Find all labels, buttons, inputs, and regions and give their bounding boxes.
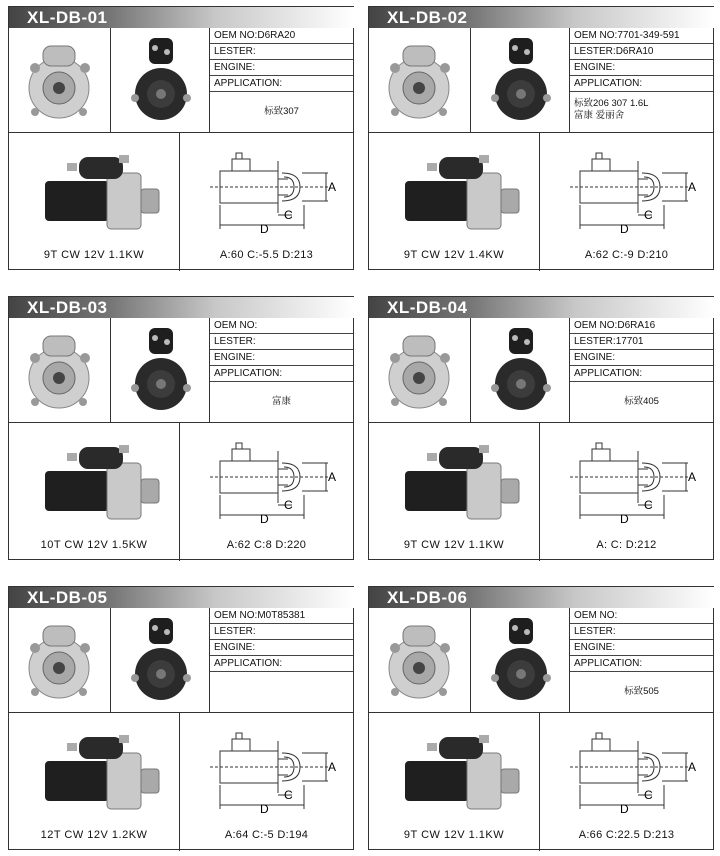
detail-row [369,423,713,561]
application-note-line: 富康 爱丽舍 [574,110,625,121]
application-note [210,382,353,414]
starter-front-icon [9,28,110,132]
dimension-a-label: A [328,760,337,774]
product-card [368,586,714,850]
engine-field: ENGINE: [570,350,713,366]
dimension-diagram [180,713,353,851]
oem-field: OEM NO:M0T85381 [210,608,353,624]
electrical-spec: 9T CW 12V 1.4KW [403,249,505,261]
lester-field: LESTER:D6RA10 [570,44,713,60]
product-photo-row [369,28,713,133]
electrical-spec: 12T CW 12V 1.2KW [40,829,148,841]
model-header [9,297,354,318]
application-note-line: 富康 [271,396,291,407]
front-view-photo [369,608,471,712]
side-view-photo [9,713,180,851]
dimension-a-label: A [688,470,697,484]
rear-view-photo [471,28,570,132]
application-note [210,92,353,124]
dimension-c-label: C [284,208,293,222]
starter-side-icon [9,423,179,533]
dimension-diagram [180,423,353,561]
side-view-photo [9,133,180,271]
dimension-c-label: C [284,788,293,802]
model-header [369,587,714,608]
starter-rear-icon [471,318,569,422]
product-card [368,296,714,560]
starter-side-icon [9,713,179,823]
product-card [8,6,354,270]
product-photo-row [9,608,353,713]
dimension-a-label: A [688,180,697,194]
oem-field: OEM NO: [210,318,353,334]
model-header [9,587,354,608]
oem-field: OEM NO:7701-349-591 [570,28,713,44]
starter-front-icon [369,28,470,132]
dimension-c-label: C [284,498,293,512]
application-field: APPLICATION: [570,656,713,672]
spec-fields [210,28,353,132]
application-note [570,382,713,414]
dimension-diagram [540,713,713,851]
starter-rear-icon [111,318,209,422]
starter-rear-icon [111,28,209,132]
dimension-values: A:62 C:-9 D:210 [584,249,669,261]
starter-side-icon [9,133,179,243]
dimension-c-label: C [644,788,653,802]
engine-field: ENGINE: [210,640,353,656]
model-code: XL-DB-02 [387,8,468,27]
product-card [8,586,354,850]
engine-field: ENGINE: [210,350,353,366]
rear-view-photo [471,608,570,712]
dimension-d-label: D [260,802,269,816]
dimension-drawing [180,713,353,823]
dimension-values: A:60 C:-5.5 D:213 [219,249,314,261]
front-view-photo [9,608,111,712]
dimension-d-label: D [260,512,269,526]
model-code: XL-DB-03 [27,298,108,317]
product-card [368,6,714,270]
starter-side-icon [369,713,539,823]
application-field: APPLICATION: [210,366,353,382]
electrical-spec: 10T CW 12V 1.5KW [40,539,148,551]
application-note-line: 标致307 [264,106,299,117]
side-view-photo [369,713,540,851]
spec-fields [570,318,713,422]
product-photo-row [369,608,713,713]
dimension-c-label: C [644,498,653,512]
dimension-a-label: A [688,760,697,774]
rear-view-photo [111,28,210,132]
oem-field: OEM NO:D6RA16 [570,318,713,334]
front-view-photo [9,28,111,132]
side-view-photo [369,133,540,271]
lester-field: LESTER: [210,334,353,350]
dimension-diagram [540,423,713,561]
dimension-values: A:64 C:-5 D:194 [224,829,309,841]
side-view-photo [9,423,180,561]
dimension-drawing [540,713,713,823]
dimension-d-label: D [620,222,629,236]
model-header [369,7,714,28]
spec-fields [210,318,353,422]
starter-front-icon [369,608,470,712]
lester-field: LESTER: [210,44,353,60]
starter-rear-icon [111,608,209,712]
dimension-values: A: C: D:212 [596,539,657,551]
starter-rear-icon [471,28,569,132]
application-field: APPLICATION: [570,366,713,382]
starter-front-icon [369,318,470,422]
dimension-diagram [180,133,353,271]
application-note-line: 标致405 [624,396,659,407]
dimension-drawing [180,423,353,533]
application-note [570,92,713,128]
application-note [210,672,353,684]
starter-front-icon [9,608,110,712]
application-note [570,672,713,704]
lester-field: LESTER: [210,624,353,640]
model-code: XL-DB-05 [27,588,108,607]
dimension-d-label: D [260,222,269,236]
dimension-values: A:66 C:22.5 D:213 [578,829,675,841]
dimension-d-label: D [620,802,629,816]
spec-fields [210,608,353,712]
application-note-line: 标致505 [624,686,659,697]
dimension-values: A:62 C:8 D:220 [226,539,307,551]
engine-field: ENGINE: [570,640,713,656]
electrical-spec: 9T CW 12V 1.1KW [403,829,505,841]
detail-row [369,133,713,271]
detail-row [369,713,713,851]
product-photo-row [369,318,713,423]
product-photo-row [9,318,353,423]
front-view-photo [9,318,111,422]
dimension-c-label: C [644,208,653,222]
dimension-a-label: A [328,180,337,194]
detail-row [9,713,353,851]
product-photo-row [9,28,353,133]
engine-field: ENGINE: [210,60,353,76]
spec-fields [570,28,713,132]
lester-field: LESTER: [570,624,713,640]
dimension-drawing [180,133,353,243]
model-code: XL-DB-06 [387,588,468,607]
spec-fields [570,608,713,712]
application-field: APPLICATION: [210,656,353,672]
rear-view-photo [471,318,570,422]
rear-view-photo [111,318,210,422]
oem-field: OEM NO: [570,608,713,624]
application-field: APPLICATION: [570,76,713,92]
model-header [369,297,714,318]
model-header [9,7,354,28]
engine-field: ENGINE: [570,60,713,76]
lester-field: LESTER:17701 [570,334,713,350]
starter-rear-icon [471,608,569,712]
starter-front-icon [9,318,110,422]
side-view-photo [369,423,540,561]
dimension-diagram [540,133,713,271]
electrical-spec: 9T CW 12V 1.1KW [43,249,145,261]
dimension-drawing [540,423,713,533]
oem-field: OEM NO:D6RA20 [210,28,353,44]
model-code: XL-DB-04 [387,298,468,317]
model-code: XL-DB-01 [27,8,108,27]
product-card [8,296,354,560]
dimension-a-label: A [328,470,337,484]
application-field: APPLICATION: [210,76,353,92]
front-view-photo [369,28,471,132]
dimension-d-label: D [620,512,629,526]
detail-row [9,423,353,561]
application-note-line: 标致206 307 1.6L [574,98,649,109]
dimension-drawing [540,133,713,243]
electrical-spec: 9T CW 12V 1.1KW [403,539,505,551]
starter-side-icon [369,133,539,243]
front-view-photo [369,318,471,422]
rear-view-photo [111,608,210,712]
detail-row [9,133,353,271]
starter-side-icon [369,423,539,533]
